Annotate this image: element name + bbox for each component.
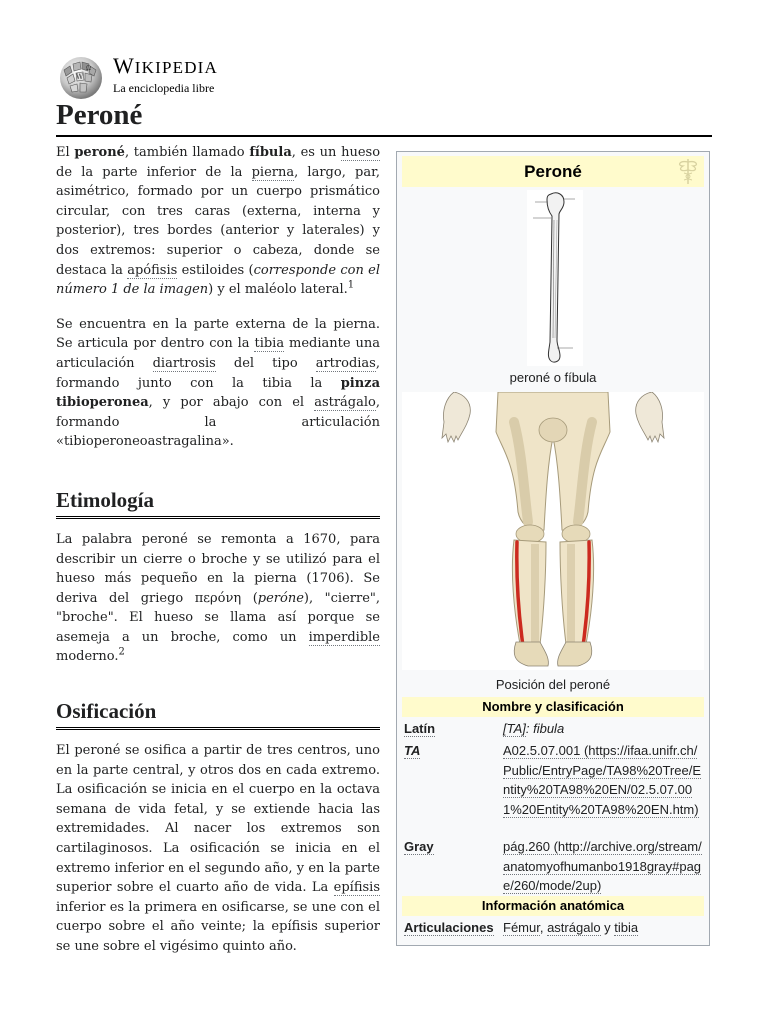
image-caption-position: Posición del peroné — [495, 677, 611, 692]
link-hueso[interactable]: hueso — [341, 145, 381, 160]
svg-text:W: W — [76, 73, 84, 81]
intro-paragraph-2: Se encuentra en la parte externa de la pierna. Se articula por dentro con la tibia mediante una articulación diartrosis del tipo artrodias, formando junto con la tibia la pinza tibioperonea, y por abajo con el astrágalo, formando la articulación «tibioperoneoastragalina». — [56, 316, 380, 450]
link-tibia-infobox[interactable]: tibia — [614, 920, 639, 935]
site-name: WIKIPEDIA — [113, 53, 219, 78]
etimologia-paragraph: La palabra peroné se remonta a 1670, para describir un cierre o broche y se utilizó para el hueso más pequeño en la pierna (1706). Se deriva del griego περόνη (peróne), "cierre", "broche". El hueso se llama así porque se asemeja a un broche, como un imperdible moderno.$^2$ — [56, 531, 380, 665]
row-value-ta[interactable]: A02.5.07.001 (https://ifaa.unifr.ch/Public/EntryPage/TA98%20Tree/Entity%20TA98%20EN/02.5.07.001%20Entity%20TA98%20EN.htm) — [503, 743, 701, 817]
row-value-gray[interactable]: pág.260 (http://archive.org/stream/anatomyofhumanbo1918gray#page/260/mode/2up) — [503, 839, 702, 893]
link-apofisis[interactable]: apófisis — [127, 262, 178, 278]
infobox-section-clasificacion: Nombre y clasificación — [402, 697, 704, 717]
row-label-ta[interactable]: TA — [404, 743, 421, 758]
wikipedia-globe-logo[interactable] — [56, 54, 106, 100]
page-title: Peroné — [56, 96, 712, 137]
svg-text:Ω: Ω — [86, 65, 91, 72]
link-tibia[interactable]: tibia — [254, 336, 285, 352]
osificacion-paragraph: El peroné se osifica a partir de tres centros, uno en la parte central, y otros dos en cada extremo. La osificación se inicia en el cuerpo en la octava semana de vida fetal, y se extiende hacia las extremidades. Al nacer los extremos son cartilaginosos. La osificación se inicia en el extremo inferior en el segundo año, y en la parte superior sobre el cuarto año de vida. La epífisis inferior es la primera en osificarse, se une con el cuerpo sobre el año veinte; la epífisis superior se une sobre el vigésimo quinto año. — [56, 743, 380, 954]
article-body — [56, 143, 380, 957]
heading-osificacion: Osificación — [56, 697, 380, 730]
reference-1[interactable]: 1 — [347, 279, 355, 291]
link-diartrosis[interactable]: diartrosis — [152, 355, 216, 371]
link-astragalo[interactable]: astrágalo — [314, 395, 376, 411]
infobox-title: Peroné — [402, 156, 704, 187]
row-label-gray[interactable]: Gray — [404, 839, 434, 854]
link-imperdible[interactable]: imperdible — [308, 629, 380, 645]
site-tagline: La enciclopedia libre — [113, 81, 215, 95]
intro-paragraph-1: El peroné, también llamado fíbula, es un hueso de la parte inferior de la pierna, largo, par, asimétrico, formado por un cuerpo prismático circular, con tres caras (externa, interna y posterior), tres bordes (anterior y laterales) y dos extremos: superior o cabeza, donde se destaca la apófisis estiloides (corresponde con el número 1 de la imagen) y el maléolo lateral.$^1$ — [56, 145, 381, 298]
reference-2[interactable]: 2 — [118, 647, 125, 659]
link-femur[interactable]: Fémur — [503, 920, 540, 935]
row-label-articulaciones[interactable]: Articulaciones — [404, 920, 494, 935]
link-ta-latin[interactable]: [TA] — [503, 721, 526, 736]
link-epifisis[interactable]: epífisis — [333, 880, 380, 896]
image-caption-fibula: peroné o fíbula — [509, 370, 597, 385]
fibula-bone-image[interactable] — [527, 190, 583, 366]
wikipedia-wordmark[interactable] — [113, 54, 218, 95]
row-value-articulaciones: Fémur, astrágalo y tibia — [503, 920, 639, 935]
link-artrodias[interactable]: artrodias — [315, 355, 376, 371]
link-astragalo-infobox[interactable]: astrágalo — [547, 920, 601, 935]
link-pierna[interactable]: pierna — [251, 164, 295, 180]
infobox-section-anatomica: Información anatómica — [402, 896, 704, 916]
row-label-latin[interactable]: Latín — [404, 721, 436, 736]
infobox — [396, 151, 710, 946]
caduceus-icon — [673, 156, 703, 186]
heading-etimologia: Etimología — [56, 486, 380, 519]
row-value-latin: [TA]: fibula — [503, 721, 565, 736]
leg-position-image[interactable] — [402, 392, 704, 670]
